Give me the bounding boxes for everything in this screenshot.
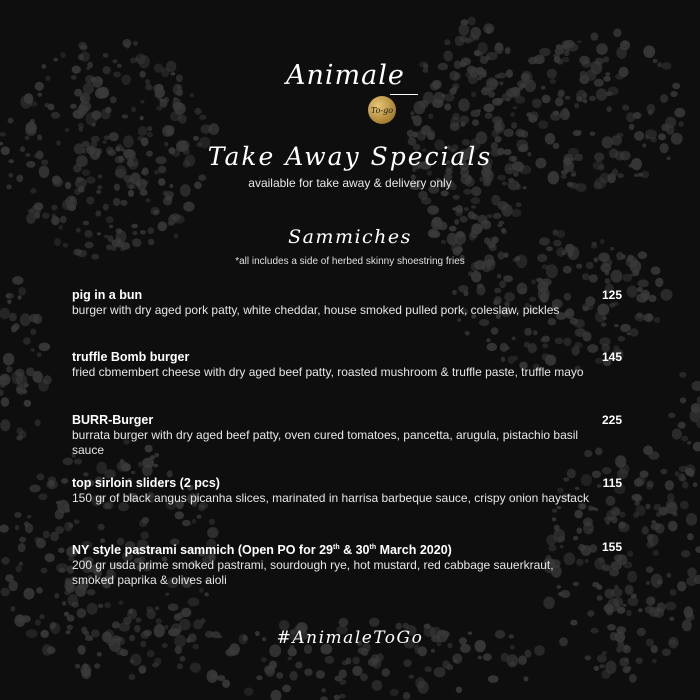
animale-logo [270,58,430,130]
menu-item-price: 145 [601,350,622,364]
menu-item-description: burger with dry aged pork patty, white cheddar, house smoked pulled pork, coleslaw, pickles [72,303,560,317]
page-subtitle: available for take away & delivery only [248,176,452,190]
menu-item-name: top sirloin sliders (2 pcs) [72,476,220,490]
menu-item-name: BURR-Burger [72,413,154,427]
menu-item-description: burrata burger with dry aged beef patty, oven cured tomatoes, pancetta, arugula, pistachio basil sauce [72,428,579,457]
hashtag: #AnimaleToGo [276,628,424,648]
menu-item-description: 200 gr usda prime smoked pastrami, sourdough rye, hot mustard, red cabbage sauerkraut, smoked paprika & olives aioli [72,558,554,588]
menu-item-top-sirloin-sliders [72,476,630,506]
section-title: Sammiches [288,226,412,248]
logo-wordmark: Animale [286,60,405,91]
menu-item-ny-pastrami-sammich [72,540,630,588]
menu-item-price: 115 [602,476,622,490]
logo-badge: To-go [368,96,396,124]
menu-item-description: fried cbmembert cheese with dry aged beef patty, roasted mushroom & truffle paste, truffle mayo [72,365,584,379]
menu-item-price: 225 [601,413,622,427]
section-note: *all includes a side of herbed skinny shoestring fries [235,256,465,267]
menu-item-price: 155 [601,540,622,554]
menu-item-truffle-bomb-burger [72,350,630,380]
menu-item-name: pig in a bun [72,288,143,302]
menu-item-name: NY style pastrami sammich (Open PO for 29th & 30th March 2020) [72,543,452,558]
menu-item-pig-in-a-bun [72,288,630,318]
page-title: Take Away Specials [207,142,493,171]
menu-item-burr-burger [72,413,630,458]
menu-item-name: truffle Bomb burger [72,350,190,364]
menu-item-price: 125 [601,288,622,302]
logo-underline [390,94,418,95]
menu-item-description: 150 gr of black angus picanha slices, marinated in harrisa barbeque sauce, crispy onion haystack [72,491,589,505]
